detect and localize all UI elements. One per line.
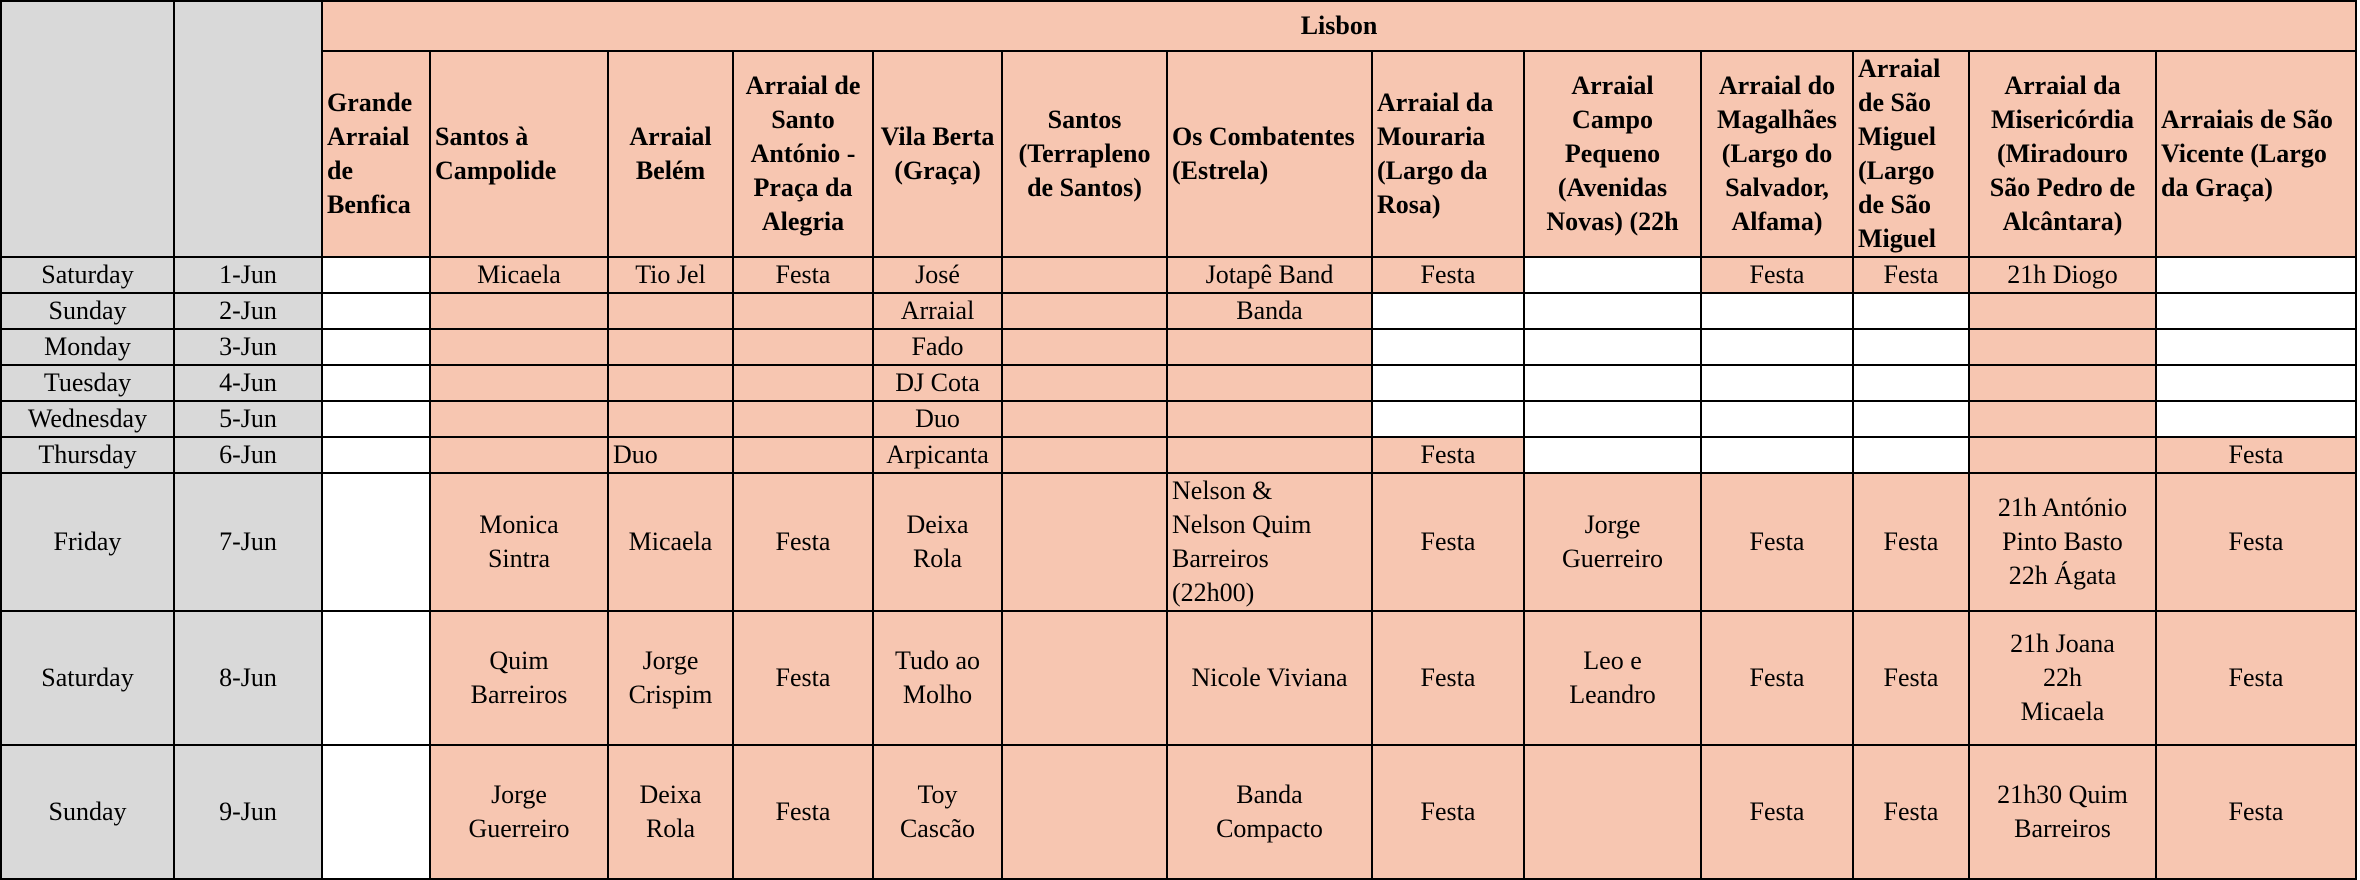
schedule-cell: [1002, 329, 1167, 365]
day-cell: Thursday: [1, 437, 174, 473]
schedule-cell: Banda Compacto: [1167, 745, 1372, 879]
schedule-cell: Festa: [1372, 473, 1524, 611]
schedule-cell: Festa: [2156, 611, 2356, 745]
schedule-cell: Festa: [733, 745, 873, 879]
venue-header: Arraial de São Miguel (Largo de São Miguel: [1853, 51, 1969, 257]
day-cell: Tuesday: [1, 365, 174, 401]
schedule-cell: [1969, 401, 2156, 437]
table-row: [1, 329, 2356, 365]
date-cell: 6-Jun: [174, 437, 322, 473]
table-row: [1, 401, 2356, 437]
schedule-cell: Festa: [2156, 745, 2356, 879]
schedule-cell: [1969, 293, 2156, 329]
schedule-cell: Jorge Crispim: [608, 611, 733, 745]
venue-header: Santos à Campolide: [430, 51, 608, 257]
date-cell: 5-Jun: [174, 401, 322, 437]
schedule-cell: Festa: [1372, 437, 1524, 473]
schedule-cell: [608, 293, 733, 329]
schedule-cell: Deixa Rola: [608, 745, 733, 879]
venue-header: Grande Arraial de Benfica: [322, 51, 430, 257]
schedule-cell: [322, 437, 430, 473]
date-cell: 4-Jun: [174, 365, 322, 401]
schedule-cell: Nelson & Nelson Quim Barreiros (22h00): [1167, 473, 1372, 611]
schedule-cell: [1524, 437, 1701, 473]
schedule-cell: [322, 257, 430, 293]
schedule-cell: Festa: [1853, 611, 1969, 745]
schedule-cell: [430, 365, 608, 401]
schedule-cell: [2156, 329, 2356, 365]
schedule-cell: [2156, 365, 2356, 401]
schedule-cell: [322, 401, 430, 437]
schedule-cell: [733, 365, 873, 401]
day-cell: Saturday: [1, 257, 174, 293]
table-row: [1, 365, 2356, 401]
schedule-cell: [1167, 329, 1372, 365]
schedule-cell: [1853, 329, 1969, 365]
table-row: [1, 293, 2356, 329]
schedule-cell: [1167, 365, 1372, 401]
schedule-cell: [1002, 611, 1167, 745]
schedule-cell: [1524, 745, 1701, 879]
date-cell: 1-Jun: [174, 257, 322, 293]
schedule-cell: Micaela: [608, 473, 733, 611]
date-cell: 9-Jun: [174, 745, 322, 879]
schedule-cell: [1701, 365, 1853, 401]
schedule-cell: [430, 329, 608, 365]
table-body: [1, 1, 2356, 879]
date-cell: 3-Jun: [174, 329, 322, 365]
schedule-cell: Jotapê Band: [1167, 257, 1372, 293]
schedule-cell: Fado: [873, 329, 1002, 365]
schedule-cell: [1524, 293, 1701, 329]
schedule-cell: [1853, 293, 1969, 329]
schedule-cell: [1002, 437, 1167, 473]
schedule-cell: [733, 329, 873, 365]
schedule-cell: [430, 401, 608, 437]
schedule-cell: [733, 401, 873, 437]
schedule-cell: [1372, 401, 1524, 437]
schedule-cell: 21h30 Quim Barreiros: [1969, 745, 2156, 879]
table-row: [1, 437, 2356, 473]
schedule-cell: [1969, 329, 2156, 365]
schedule-cell: [1002, 293, 1167, 329]
schedule-cell: Festa: [1853, 745, 1969, 879]
schedule-cell: Jorge Guerreiro: [430, 745, 608, 879]
schedule-cell: [322, 293, 430, 329]
schedule-cell: Festa: [1701, 473, 1853, 611]
date-cell: 7-Jun: [174, 473, 322, 611]
schedule-cell: Monica Sintra: [430, 473, 608, 611]
schedule-cell: 21h Diogo: [1969, 257, 2156, 293]
schedule-cell: Festa: [1701, 611, 1853, 745]
city-title: Lisbon: [322, 1, 2356, 51]
schedule-cell: Festa: [1372, 745, 1524, 879]
schedule-cell: Festa: [733, 473, 873, 611]
schedule-cell: Micaela: [430, 257, 608, 293]
schedule-cell: [2156, 401, 2356, 437]
schedule-cell: Festa: [1372, 257, 1524, 293]
schedule-cell: Tudo ao Molho: [873, 611, 1002, 745]
schedule-cell: [1701, 293, 1853, 329]
schedule-cell: [322, 473, 430, 611]
schedule-cell: [2156, 293, 2356, 329]
schedule-cell: DJ Cota: [873, 365, 1002, 401]
date-cell: 8-Jun: [174, 611, 322, 745]
venue-header: Arraial da Misericórdia (Miradouro São Pedro de Alcântara): [1969, 51, 2156, 257]
venue-header: Arraial do Magalhães (Largo do Salvador, Alfama): [1701, 51, 1853, 257]
schedule-cell: Festa: [1853, 473, 1969, 611]
schedule-cell: [1853, 365, 1969, 401]
venue-header: Arraiais de São Vicente (Largo da Graça): [2156, 51, 2356, 257]
schedule-cell: [1969, 365, 2156, 401]
venue-header: Os Combatentes (Estrela): [1167, 51, 1372, 257]
header-title-row: [1, 1, 2356, 51]
schedule-cell: [1167, 401, 1372, 437]
schedule-cell: [1002, 257, 1167, 293]
schedule-cell: Arpicanta: [873, 437, 1002, 473]
schedule-cell: Festa: [733, 611, 873, 745]
schedule-cell: Festa: [1853, 257, 1969, 293]
table-row: [1, 745, 2356, 879]
venue-header: Arraial da Mouraria (Largo da Rosa): [1372, 51, 1524, 257]
schedule-cell: [608, 365, 733, 401]
schedule-cell: Toy Cascão: [873, 745, 1002, 879]
venue-header: Arraial Campo Pequeno (Avenidas Novas) (22h: [1524, 51, 1701, 257]
corner-day-header: [1, 1, 174, 257]
day-cell: Wednesday: [1, 401, 174, 437]
schedule-cell: José: [873, 257, 1002, 293]
schedule-cell: [430, 437, 608, 473]
schedule-cell: Festa: [2156, 437, 2356, 473]
schedule-cell: Tio Jel: [608, 257, 733, 293]
schedule-cell: Festa: [1701, 745, 1853, 879]
schedule-cell: [322, 329, 430, 365]
schedule-cell: [322, 365, 430, 401]
schedule-cell: Nicole Viviana: [1167, 611, 1372, 745]
schedule-cell: [1002, 745, 1167, 879]
schedule-cell: Festa: [1701, 257, 1853, 293]
schedule-cell: [1167, 437, 1372, 473]
schedule-cell: [1701, 329, 1853, 365]
table-row: [1, 257, 2356, 293]
venue-header: Vila Berta (Graça): [873, 51, 1002, 257]
schedule-cell: [1524, 401, 1701, 437]
schedule-cell: [322, 611, 430, 745]
day-cell: Saturday: [1, 611, 174, 745]
schedule-cell: Festa: [2156, 473, 2356, 611]
schedule-cell: [1372, 365, 1524, 401]
schedule-cell: [2156, 257, 2356, 293]
schedule-cell: Duo: [608, 437, 733, 473]
date-cell: 2-Jun: [174, 293, 322, 329]
schedule-cell: [1002, 365, 1167, 401]
schedule-cell: Banda: [1167, 293, 1372, 329]
schedule-cell: [1969, 437, 2156, 473]
venue-header: Santos (Terrapleno de Santos): [1002, 51, 1167, 257]
schedule-cell: Festa: [733, 257, 873, 293]
corner-date-header: [174, 1, 322, 257]
schedule-cell: [1853, 437, 1969, 473]
schedule-cell: 21h António Pinto Basto 22h Ágata: [1969, 473, 2156, 611]
day-cell: Sunday: [1, 745, 174, 879]
day-cell: Friday: [1, 473, 174, 611]
schedule-cell: Arraial: [873, 293, 1002, 329]
schedule-cell: [608, 329, 733, 365]
schedule-cell: [733, 293, 873, 329]
schedule-cell: [1524, 329, 1701, 365]
venue-header-row: [1, 51, 2356, 257]
schedule-cell: Deixa Rola: [873, 473, 1002, 611]
schedule-cell: Jorge Guerreiro: [1524, 473, 1701, 611]
schedule-cell: [1524, 365, 1701, 401]
schedule-cell: [430, 293, 608, 329]
schedule-cell: 21h Joana 22h Micaela: [1969, 611, 2156, 745]
schedule-cell: [1002, 401, 1167, 437]
table-row: [1, 611, 2356, 745]
schedule-cell: [1524, 257, 1701, 293]
schedule-cell: Quim Barreiros: [430, 611, 608, 745]
schedule-cell: [1002, 473, 1167, 611]
schedule-cell: [733, 437, 873, 473]
schedule-cell: [1853, 401, 1969, 437]
schedule-cell: [1701, 437, 1853, 473]
venue-header: Arraial Belém: [608, 51, 733, 257]
schedule-cell: [608, 401, 733, 437]
schedule-cell: Festa: [1372, 611, 1524, 745]
day-cell: Monday: [1, 329, 174, 365]
schedule-cell: [1372, 293, 1524, 329]
schedule-cell: [1701, 401, 1853, 437]
day-cell: Sunday: [1, 293, 174, 329]
table-row: [1, 473, 2356, 611]
schedule-cell: [322, 745, 430, 879]
schedule-cell: Duo: [873, 401, 1002, 437]
schedule-cell: [1372, 329, 1524, 365]
venue-header: Arraial de Santo António - Praça da Alegria: [733, 51, 873, 257]
schedule-cell: Leo e Leandro: [1524, 611, 1701, 745]
